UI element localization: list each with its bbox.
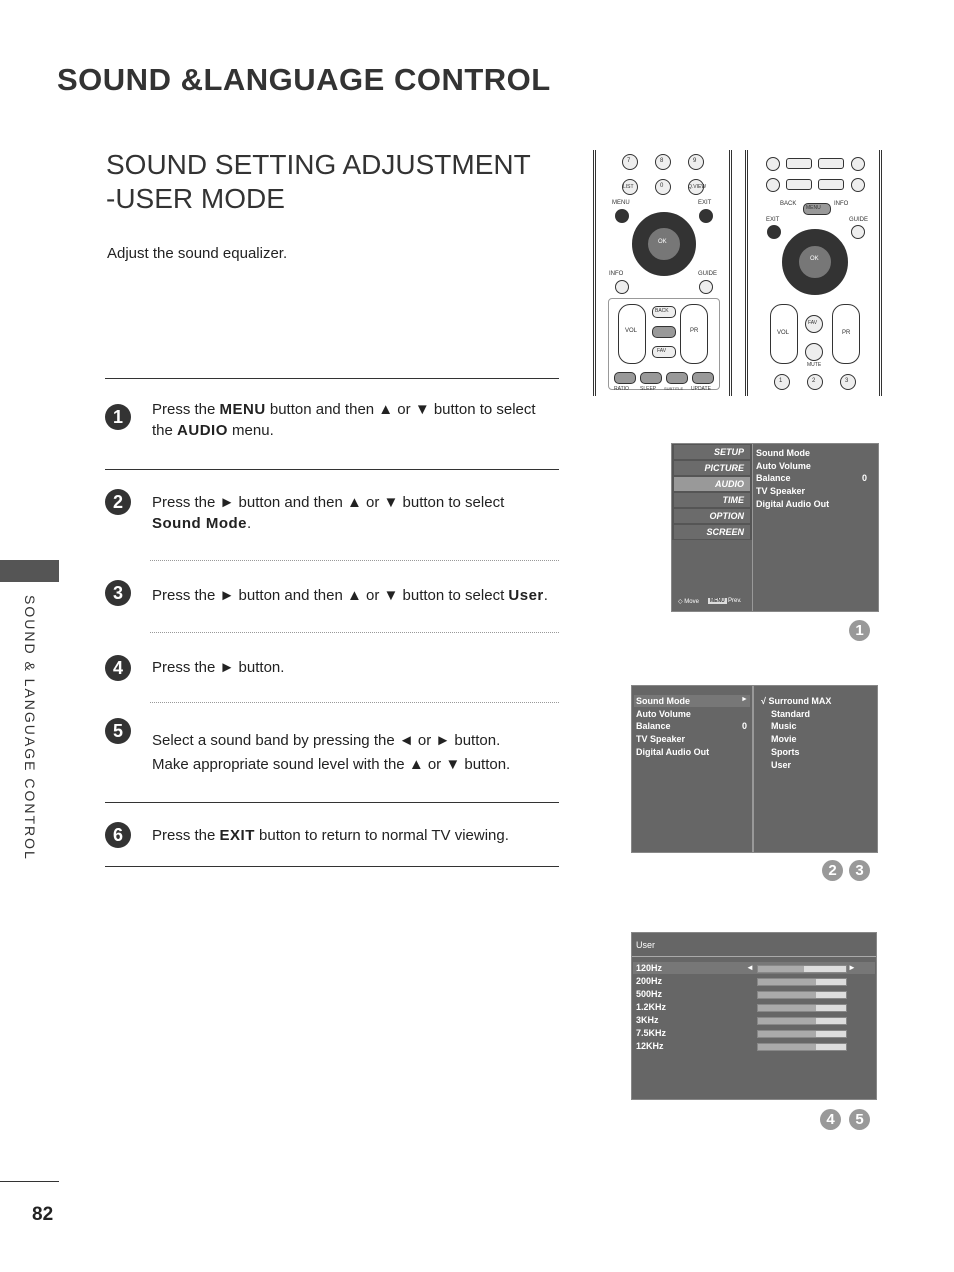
eq-band-level (758, 1044, 816, 1050)
move-hint: ◇ Move (678, 599, 699, 605)
menu-hint: MENU (710, 598, 725, 604)
osd-main-menu (671, 443, 879, 612)
sound-mode-keyword: Sound Mode (152, 515, 247, 532)
eq-band-label: 1.2KHz (636, 1002, 667, 1012)
audio-item: TV Speaker (756, 486, 806, 496)
step-1-text: Press the MENU button and then ▲ or ▼ button to select the AUDIO menu. (152, 401, 536, 439)
eq-band-label: 500Hz (636, 989, 663, 999)
option-user[interactable]: User (771, 760, 792, 770)
step-4-text: Press the ► button. (152, 659, 285, 676)
step-5-text: Select a sound band by pressing the ◄ or ► button. Make appropriate sound level with the ▲ or ▼ button. (152, 732, 511, 773)
audio-item: Digital Audio Out (756, 499, 830, 509)
page-number-rule (0, 1181, 59, 1182)
audio-item: Auto Volume (756, 461, 811, 471)
menu-keyword: MENU (219, 401, 266, 418)
step-divider-dotted (150, 632, 559, 633)
exit-keyword: EXIT (219, 827, 255, 844)
step-number: 5 (105, 718, 131, 744)
step-number: 1 (105, 404, 131, 430)
step-divider (105, 866, 559, 867)
step-badge: 3 (849, 860, 870, 881)
sidebar-tab (0, 560, 59, 582)
intro-text: Adjust the sound equalizer. (107, 245, 288, 262)
step-badge: 5 (849, 1109, 870, 1130)
eq-right-arrow[interactable]: ► (848, 963, 856, 972)
sidebar-label: SOUND & LANGUAGE CONTROL (22, 595, 38, 861)
eq-band-level (758, 979, 816, 985)
eq-band-slider[interactable] (757, 1043, 847, 1051)
eq-band-label: 7.5KHz (636, 1028, 667, 1038)
eq-band-label: 3KHz (636, 1015, 659, 1025)
audio-item: Balance (756, 473, 791, 483)
eq-band-label: 200Hz (636, 976, 663, 986)
eq-band-label: 12KHz (636, 1041, 664, 1051)
remote-control-2: BACK MENU INFO EXIT GUIDE OK VOL PR FAV MUTE 1 2 3 (745, 150, 882, 396)
submenu-arrow: ► (741, 696, 748, 703)
osd-sound-mode-menu: Sound Mode ► Auto Volume Balance 0 TV Speaker Digital Audio Out √ Surround MAX Standard Music Movie Sports User (631, 685, 878, 853)
audio-keyword: AUDIO (177, 422, 228, 439)
step-number: 4 (105, 655, 131, 681)
prev-hint: Prev. (728, 598, 742, 604)
section-title-line2: -USER MODE (106, 183, 285, 214)
step-badge: 4 (820, 1109, 841, 1130)
eq-band-level (758, 1005, 816, 1011)
menu-item-option[interactable]: OPTION (674, 509, 750, 523)
balance-value: 0 (862, 473, 868, 483)
eq-band-slider[interactable] (757, 978, 847, 986)
menu-item-screen[interactable]: SCREEN (674, 525, 750, 539)
step-badge: 2 (822, 860, 843, 881)
equalizer-title: User (636, 940, 656, 950)
eq-band-level (758, 1031, 816, 1037)
option-movie[interactable]: Movie (771, 734, 797, 744)
option-music[interactable]: Music (771, 721, 797, 731)
menu-item-setup[interactable]: SETUP (674, 445, 750, 459)
step-divider (105, 469, 559, 470)
audio-item: Sound Mode (756, 448, 810, 458)
option-standard[interactable]: Standard (771, 709, 811, 719)
user-keyword: User (508, 587, 544, 604)
step-divider (105, 802, 559, 803)
eq-left-arrow[interactable]: ◄ (746, 963, 754, 972)
eq-band-slider[interactable] (757, 991, 847, 999)
eq-band-slider[interactable] (757, 1030, 847, 1038)
section-title (106, 148, 531, 216)
page-number: 82 (32, 1204, 54, 1225)
step-number: 6 (105, 822, 131, 848)
step-2-text: Press the ► button and then ▲ or ▼ button to select Sound Mode. (152, 494, 505, 532)
step-number: 3 (105, 580, 131, 606)
eq-band-slider[interactable] (757, 1004, 847, 1012)
step-3-text: Press the ► button and then ▲ or ▼ button to select User. (152, 587, 548, 604)
eq-band-label: 120Hz (636, 963, 663, 973)
eq-band-level (758, 1018, 816, 1024)
eq-band-slider[interactable] (757, 965, 847, 973)
step-6-text: Press the EXIT button to return to normal TV viewing. (152, 827, 509, 844)
section-title-line1: SOUND SETTING ADJUSTMENT (106, 149, 531, 180)
menu-item-picture[interactable]: PICTURE (674, 461, 750, 475)
menu-item-audio[interactable]: AUDIO (674, 477, 750, 491)
menu-item-time[interactable]: TIME (674, 493, 750, 507)
option-sports[interactable]: Sports (771, 747, 800, 757)
step-number: 2 (105, 489, 131, 515)
osd-user-equalizer (631, 932, 877, 1100)
step-badge: 1 (849, 620, 870, 641)
eq-band-slider[interactable] (757, 1017, 847, 1025)
remote-control-1: 7 8 9 LIST 0 Q.VIEW MENU EXIT OK INFO GUIDE VOL PR BACK FAV RATIO SLEEP SUBTITLE UPDATE (593, 150, 732, 396)
step-divider-dotted (150, 560, 559, 561)
eq-band-level (758, 992, 816, 998)
page-title: SOUND &LANGUAGE CONTROL (57, 62, 551, 97)
eq-band-level (758, 966, 804, 972)
option-surround-max[interactable]: √ Surround MAX (761, 696, 832, 706)
step-divider-dotted (150, 702, 559, 703)
step-divider (105, 378, 559, 379)
